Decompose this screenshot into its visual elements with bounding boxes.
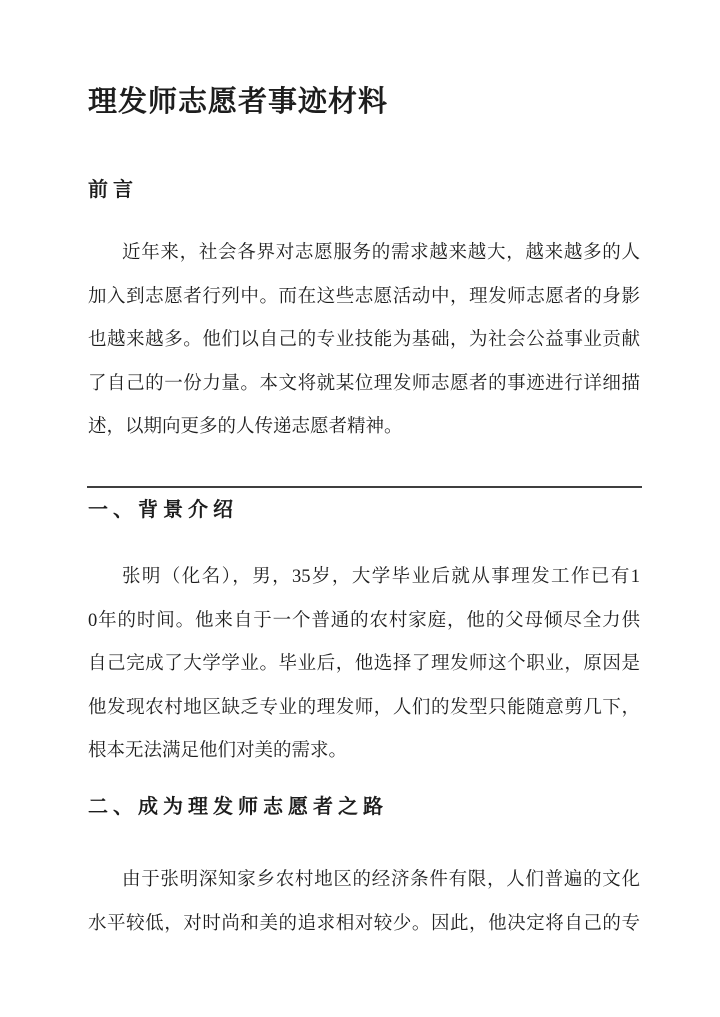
preface-paragraph (88, 232, 640, 450)
paragraph-line: 述，以期向更多的人传递志愿者精神。 (88, 417, 403, 437)
paragraph-line: 0年的时间。他来自于一个普通的农村家庭，他的父母倾尽全力供 (88, 610, 640, 631)
preface-heading: 前言 (88, 179, 138, 201)
document-title: 理发师志愿者事迹材料 (88, 86, 389, 118)
paragraph-line: 了自己的一份力量。本文将就某位理发师志愿者的事迹进行详细描 (88, 373, 640, 394)
paragraph-line: 自己完成了大学学业。毕业后，他选择了理发师这个职业，原因是 (88, 654, 640, 674)
paragraph-line: 由于张明深知家乡农村地区的经济条件有限，人们普遍的文化 (122, 870, 640, 890)
section2-paragraph (88, 859, 640, 946)
paragraph-line: 近年来，社会各界对志愿服务的需求越来越大，越来越多的人 (122, 243, 640, 263)
section-divider (87, 486, 642, 488)
section1-heading: 一、背景介绍 (88, 499, 238, 521)
paragraph-line: 张明（化名），男，35岁，大学毕业后就从事理发工作已有1 (122, 567, 640, 587)
paragraph-line: 他发现农村地区缺乏专业的理发师，人们的发型只能随意剪几下， (88, 697, 640, 718)
paragraph-line: 也越来越多。他们以自己的专业技能为基础，为社会公益事业贡献 (88, 330, 640, 350)
paragraph-line: 加入到志愿者行列中。而在这些志愿活动中，理发师志愿者的身影 (88, 286, 640, 307)
section1-paragraph (88, 556, 640, 774)
paragraph-line: 水平较低，对时尚和美的追求相对较少。因此，他决定将自己的专 (88, 913, 640, 934)
section2-heading: 二、成为理发师志愿者之路 (88, 796, 388, 818)
paragraph-line: 根本无法满足他们对美的需求。 (88, 741, 348, 761)
